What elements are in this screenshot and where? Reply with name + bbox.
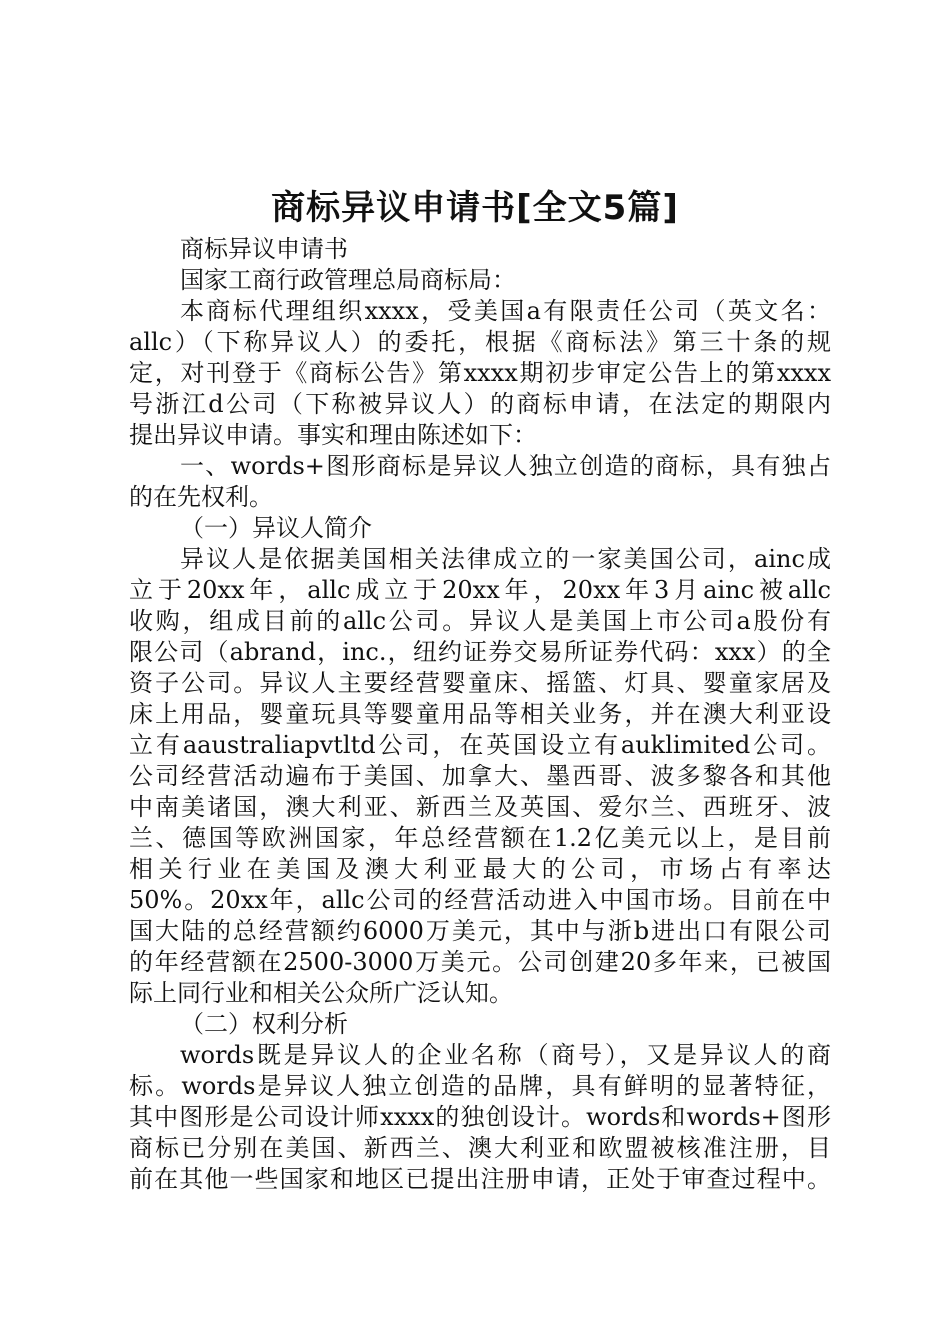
text-line: 床上用品，婴童玩具等婴童用品等相关业务，并在澳大利亚设 — [129, 700, 831, 728]
text-line: 前在其他一些国家和地区已提出注册申请，正处于审查过程中。 — [129, 1165, 831, 1193]
text-line: 的在先权利。 — [129, 483, 273, 511]
text-line: 际上同行业和相关公众所广泛认知。 — [129, 979, 513, 1007]
text-line: words既是异议人的企业名称（商号），又是异议人的商 — [180, 1041, 831, 1069]
text-line: 立有aaustraliapvtltd公司，在英国设立有auklimited公司。 — [129, 731, 831, 759]
text-line: 本商标代理组织xxxx，受美国a有限责任公司（英文名： — [180, 297, 831, 325]
text-line: allc）（下称异议人）的委托，根据《商标法》第三十条的规 — [129, 328, 831, 356]
text-line: 提出异议申请。事实和理由陈述如下： — [129, 421, 537, 449]
text-line: 公司经营活动遍布于美国、加拿大、墨西哥、波多黎各和其他 — [129, 762, 831, 790]
text-line: 定，对刊登于《商标公告》第xxxx期初步审定公告上的第xxxx — [129, 359, 831, 387]
text-line: 国大陆的总经营额约6000万美元，其中与浙b进出口有限公司 — [129, 917, 831, 945]
text-line: 号浙江d公司（下称被异议人）的商标申请，在法定的期限内 — [129, 390, 831, 418]
text-line: 的年经营额在2500-3000万美元。公司创建20多年来，已被国 — [129, 948, 831, 976]
text-line: （二）权利分析 — [180, 1010, 348, 1038]
text-line: 资子公司。异议人主要经营婴童床、摇篮、灯具、婴童家居及 — [129, 669, 831, 697]
text-line: 标。words是异议人独立创造的品牌，具有鲜明的显著特征， — [129, 1072, 831, 1100]
text-line: 商标异议申请书 — [180, 235, 348, 263]
text-line: 50%。20xx年，allc公司的经营活动进入中国市场。目前在中 — [129, 886, 831, 914]
text-line: 收购，组成目前的allc公司。异议人是美国上市公司a股份有 — [129, 607, 831, 635]
text-line: （一）异议人简介 — [180, 514, 372, 542]
text-line: 一、words+图形商标是异议人独立创造的商标，具有独占 — [180, 452, 831, 480]
text-line: 限公司（abrand，inc.，纽约证券交易所证券代码：xxx）的全 — [129, 638, 831, 666]
text-line: 兰、德国等欧洲国家，年总经营额在1.2亿美元以上，是目前 — [129, 824, 831, 852]
text-line: 异议人是依据美国相关法律成立的一家美国公司，ainc成 — [180, 545, 831, 573]
text-line: 商标已分别在美国、新西兰、澳大利亚和欧盟被核准注册，目 — [129, 1134, 831, 1162]
text-line: 中南美诸国，澳大利亚、新西兰及英国、爱尔兰、西班牙、波 — [129, 793, 831, 821]
text-line: 立于20xx年，allc成立于20xx年，20xx年3月ainc被allc — [129, 576, 831, 604]
text-line: 相关行业在美国及澳大利亚最大的公司，市场占有率达 — [129, 855, 831, 883]
document-title: 商标异议申请书[全文5篇] — [271, 188, 679, 228]
text-line: 其中图形是公司设计师xxxx的独创设计。words和words+图形 — [129, 1103, 831, 1131]
document-body — [129, 234, 831, 1195]
text-line: 国家工商行政管理总局商标局： — [180, 266, 516, 294]
